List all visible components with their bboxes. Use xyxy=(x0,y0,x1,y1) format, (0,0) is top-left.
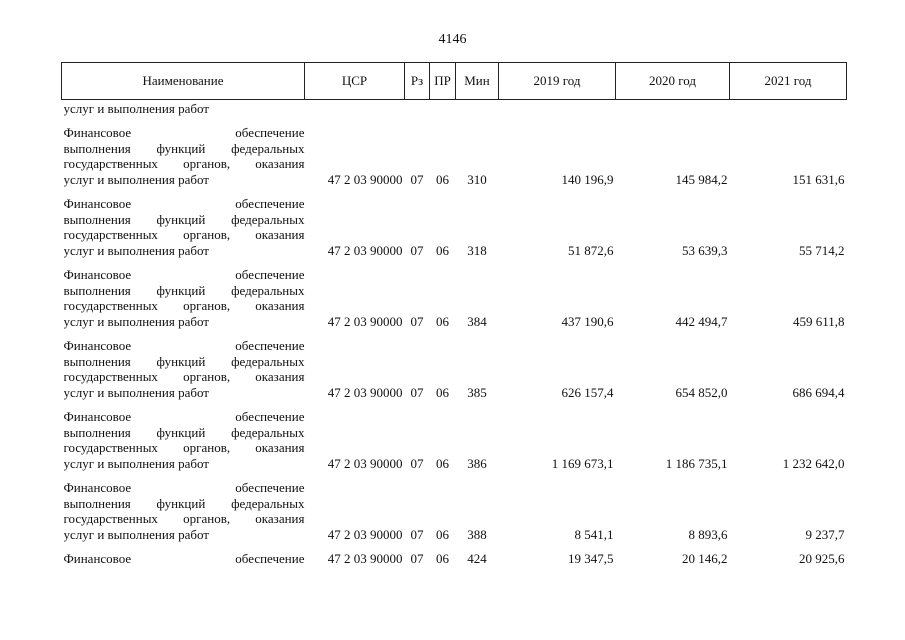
row-name-line: Финансовое обеспечение xyxy=(63,480,305,495)
row-csr: 47 2 03 90000 xyxy=(327,313,403,329)
table-row xyxy=(62,196,847,258)
row-name-line: государственных органов, оказания xyxy=(63,369,305,384)
row-value-2021: 9 237,7 xyxy=(805,526,845,542)
row-value-2020: 53 639,3 xyxy=(682,242,728,258)
row-min: 384 xyxy=(467,313,487,329)
row-rz: 07 xyxy=(410,455,424,471)
row-pr: 06 xyxy=(436,384,449,400)
header-2021: 2021 год xyxy=(730,63,847,100)
row-pr: 06 xyxy=(436,551,449,566)
row-name-line: выполнения функций федеральных xyxy=(63,353,305,369)
header-csr: ЦСР xyxy=(305,63,405,100)
row-value-2020: 654 852,0 xyxy=(675,384,728,400)
row-spacer xyxy=(62,542,847,551)
row-rz: 07 xyxy=(410,313,424,329)
row-name-line: государственных органов, оказания xyxy=(63,511,305,526)
row-name-line: выполнения функций федеральных xyxy=(63,424,305,440)
row-csr: 47 2 03 90000 xyxy=(327,242,403,258)
table-row xyxy=(62,409,847,471)
row-name-line: услуг и выполнения работ xyxy=(63,171,209,187)
row-name-line: Финансовое обеспечение xyxy=(63,338,305,353)
row-name-line: Финансовое обеспечение xyxy=(63,551,305,566)
budget-table xyxy=(61,62,847,567)
row-value-2019: 437 190,6 xyxy=(561,313,614,329)
continuation-row xyxy=(62,100,847,117)
row-value-2020: 8 893,6 xyxy=(688,526,728,542)
row-pr: 06 xyxy=(436,171,449,187)
row-value-2020: 20 146,2 xyxy=(682,551,728,566)
row-csr: 47 2 03 90000 xyxy=(327,551,403,566)
row-spacer xyxy=(62,258,847,267)
row-spacer xyxy=(62,400,847,409)
row-name-line: Финансовое обеспечение xyxy=(63,409,305,424)
row-rz: 07 xyxy=(410,171,424,187)
table-header xyxy=(62,63,847,100)
row-pr: 06 xyxy=(436,313,449,329)
row-name-line: услуг и выполнения работ xyxy=(63,384,209,400)
header-min: Мин xyxy=(456,63,499,100)
header-rz: Рз xyxy=(405,63,430,100)
row-value-2021: 151 631,6 xyxy=(792,171,845,187)
row-name-line: услуг и выполнения работ xyxy=(63,455,209,471)
row-value-2021: 20 925,6 xyxy=(799,551,845,566)
row-name-line: государственных органов, оказания xyxy=(63,440,305,455)
row-value-2021: 55 714,2 xyxy=(799,242,845,258)
row-name-line: выполнения функций федеральных xyxy=(63,211,305,227)
row-name xyxy=(62,409,305,471)
row-name xyxy=(62,196,305,258)
row-value-2021: 686 694,4 xyxy=(792,384,845,400)
row-rz: 07 xyxy=(410,384,424,400)
row-name xyxy=(62,267,305,329)
row-name-line: государственных органов, оказания xyxy=(63,298,305,313)
row-name-line: Финансовое обеспечение xyxy=(63,125,305,140)
row-pr: 06 xyxy=(436,526,449,542)
table-body xyxy=(62,100,847,567)
row-name-line: Финансовое обеспечение xyxy=(63,196,305,211)
row-name-line: выполнения функций федеральных xyxy=(63,495,305,511)
row-name xyxy=(62,125,305,187)
row-name xyxy=(62,480,305,542)
row-value-2019: 1 169 673,1 xyxy=(551,455,614,471)
table-row xyxy=(62,338,847,400)
row-name xyxy=(62,551,305,567)
row-min: 310 xyxy=(467,171,487,187)
row-name-line: выполнения функций федеральных xyxy=(63,282,305,298)
row-name-line: Финансовое обеспечение xyxy=(63,267,305,282)
row-value-2019: 140 196,9 xyxy=(561,171,614,187)
table-row xyxy=(62,267,847,329)
table-row xyxy=(62,551,847,567)
row-rz: 07 xyxy=(410,551,424,566)
header-2020: 2020 год xyxy=(616,63,730,100)
row-value-2019: 51 872,6 xyxy=(568,242,614,258)
row-value-2021: 459 611,8 xyxy=(792,313,845,329)
row-csr: 47 2 03 90000 xyxy=(327,455,403,471)
row-csr: 47 2 03 90000 xyxy=(327,526,403,542)
row-name xyxy=(62,338,305,400)
header-pr: ПР xyxy=(430,63,456,100)
row-min: 424 xyxy=(467,551,487,566)
row-name-line: государственных органов, оказания xyxy=(63,156,305,171)
row-pr: 06 xyxy=(436,242,449,258)
row-min: 388 xyxy=(467,526,487,542)
row-name-line: выполнения функций федеральных xyxy=(63,140,305,156)
row-spacer xyxy=(62,471,847,480)
row-pr: 06 xyxy=(436,455,449,471)
row-csr: 47 2 03 90000 xyxy=(327,171,403,187)
row-rz: 07 xyxy=(410,526,424,542)
page-number: 4146 xyxy=(438,32,467,47)
row-min: 385 xyxy=(467,384,487,400)
table-row xyxy=(62,480,847,542)
row-spacer xyxy=(62,116,847,125)
continuation-text: услуг и выполнения работ xyxy=(63,100,209,116)
header-name: Наименование xyxy=(62,63,305,100)
row-csr: 47 2 03 90000 xyxy=(327,384,403,400)
row-value-2019: 8 541,1 xyxy=(574,526,614,542)
row-rz: 07 xyxy=(410,242,424,258)
row-name-line: услуг и выполнения работ xyxy=(63,526,209,542)
row-name-line: государственных органов, оказания xyxy=(63,227,305,242)
row-name-line: услуг и выполнения работ xyxy=(63,313,209,329)
row-value-2020: 145 984,2 xyxy=(675,171,728,187)
table-row xyxy=(62,125,847,187)
header-2019: 2019 год xyxy=(499,63,616,100)
row-value-2020: 1 186 735,1 xyxy=(665,455,728,471)
row-value-2020: 442 494,7 xyxy=(675,313,728,329)
row-min: 386 xyxy=(467,455,487,471)
row-value-2019: 626 157,4 xyxy=(561,384,614,400)
row-value-2019: 19 347,5 xyxy=(568,551,614,566)
row-min: 318 xyxy=(467,242,487,258)
row-spacer xyxy=(62,329,847,338)
row-value-2021: 1 232 642,0 xyxy=(782,455,845,471)
row-name-line: услуг и выполнения работ xyxy=(63,242,209,258)
row-spacer xyxy=(62,187,847,196)
